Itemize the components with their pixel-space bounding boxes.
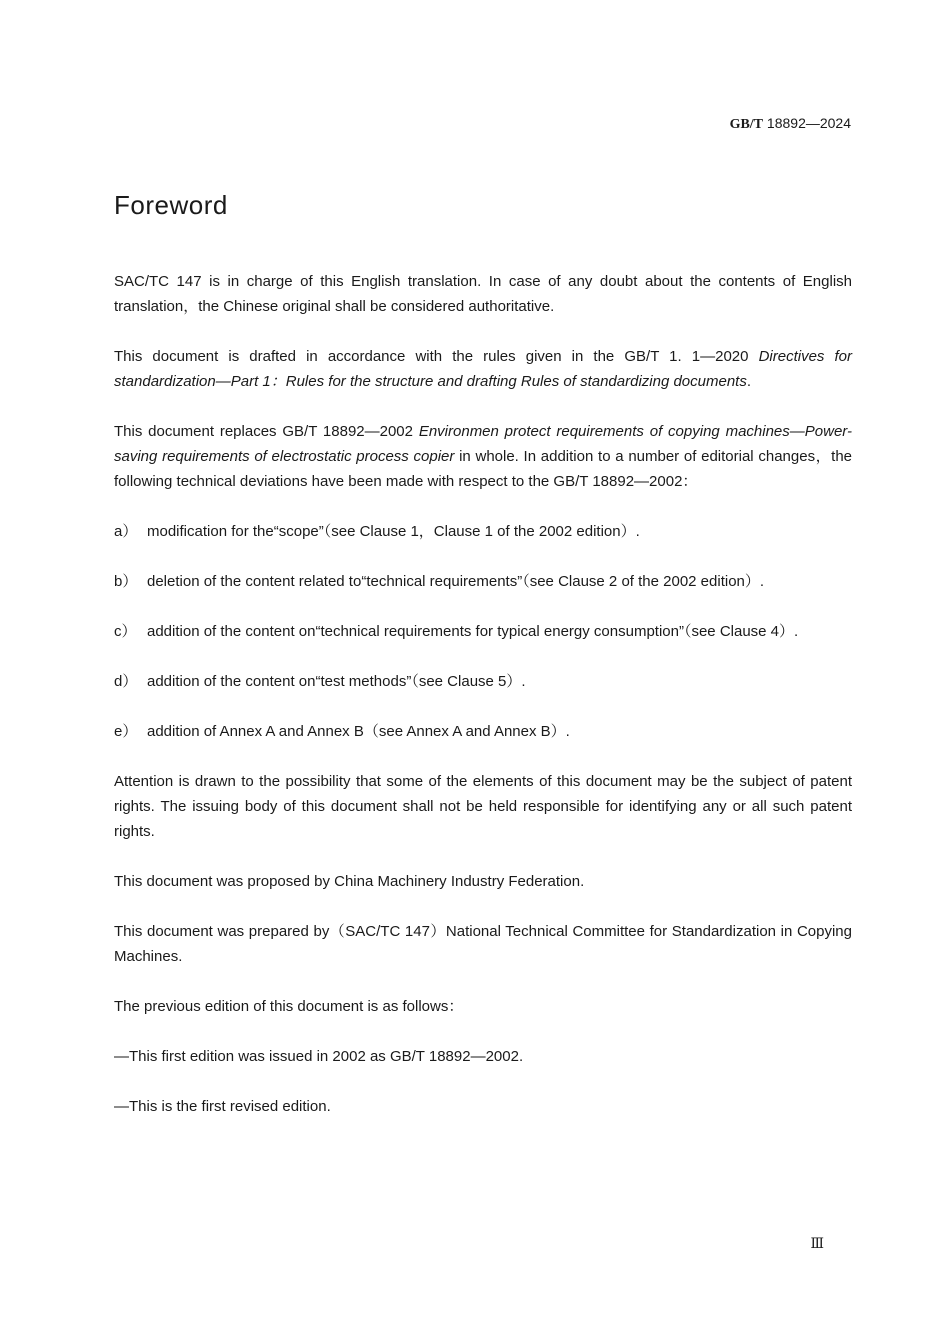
replacement-paragraph	[114, 419, 852, 494]
translation-note-paragraph: SAC/TC 147 is in charge of this English translation. In case of any doubt about the contents of English translation，the Chinese original shall be considered authoritative.	[114, 273, 852, 315]
list-marker: d）	[114, 673, 138, 690]
list-item-text: addition of the content on“technical requirements for typical energy consumption”（see Clause 4）.	[147, 623, 799, 640]
drafting-rules-paragraph	[114, 344, 852, 394]
page-title: Foreword	[114, 190, 228, 220]
list-item	[114, 669, 852, 694]
prepared-by-paragraph: This document was prepared by（SAC/TC 147）National Technical Committee for Standardization in Copying Machines.	[114, 923, 852, 965]
list-marker: e）	[114, 723, 138, 740]
list-item-text: modification for the“scope”（see Clause 1，Clause 1 of the 2002 edition）.	[147, 523, 640, 540]
drafting-rules-reference-title: Directives for standardization—Part 1：Rules for the structure and drafting Rules of standardizing documents	[114, 348, 852, 390]
edition-history-item: —This first edition was issued in 2002 as GB/T 18892—2002.	[114, 1048, 524, 1065]
drafting-rules-tail: .	[746, 373, 752, 390]
replacement-tail: in whole. In addition to a number of editorial changes，the following technical deviations have been made with respect to the GB/T 18892—2002：	[114, 448, 853, 490]
list-item-text: deletion of the content related to“technical requirements”（see Clause 2 of the 2002 edition）.	[147, 573, 765, 590]
drafting-rules-lead: This document is drafted in accordance with the rules given in the GB/T 1. 1—2020	[114, 348, 759, 365]
replaced-document-title: Environmen protect requirements of copying machines—Power-saving requirements of electrostatic process copier	[114, 423, 853, 465]
list-marker: b）	[114, 573, 138, 590]
standard-number: 18892—2024	[766, 115, 851, 131]
list-item	[114, 619, 852, 644]
patent-notice-paragraph: Attention is drawn to the possibility that some of the elements of this document may be the subject of patent rights. The issuing body of this document shall not be held responsible for identifying any or all such patent rights.	[114, 773, 852, 840]
list-item-text: addition of the content on“test methods”（see Clause 5）.	[147, 673, 526, 690]
list-marker: a）	[114, 523, 138, 540]
list-item	[114, 519, 852, 544]
edition-history-item: —This is the first revised edition.	[114, 1098, 331, 1115]
standard-prefix: GB/T	[729, 117, 764, 132]
list-item-text: addition of Annex A and Annex B（see Annex A and Annex B）.	[147, 723, 570, 740]
page-number: Ⅲ	[810, 1237, 824, 1252]
previous-editions-paragraph: The previous edition of this document is as follows：	[114, 998, 464, 1015]
foreword-body	[114, 269, 852, 1144]
list-item	[114, 569, 852, 594]
list-marker: c）	[114, 623, 137, 640]
list-item	[114, 719, 852, 744]
proposed-by-paragraph: This document was proposed by China Machinery Industry Federation.	[114, 873, 585, 890]
replacement-lead: This document replaces GB/T 18892—2002	[114, 423, 419, 440]
document-header	[730, 114, 851, 134]
